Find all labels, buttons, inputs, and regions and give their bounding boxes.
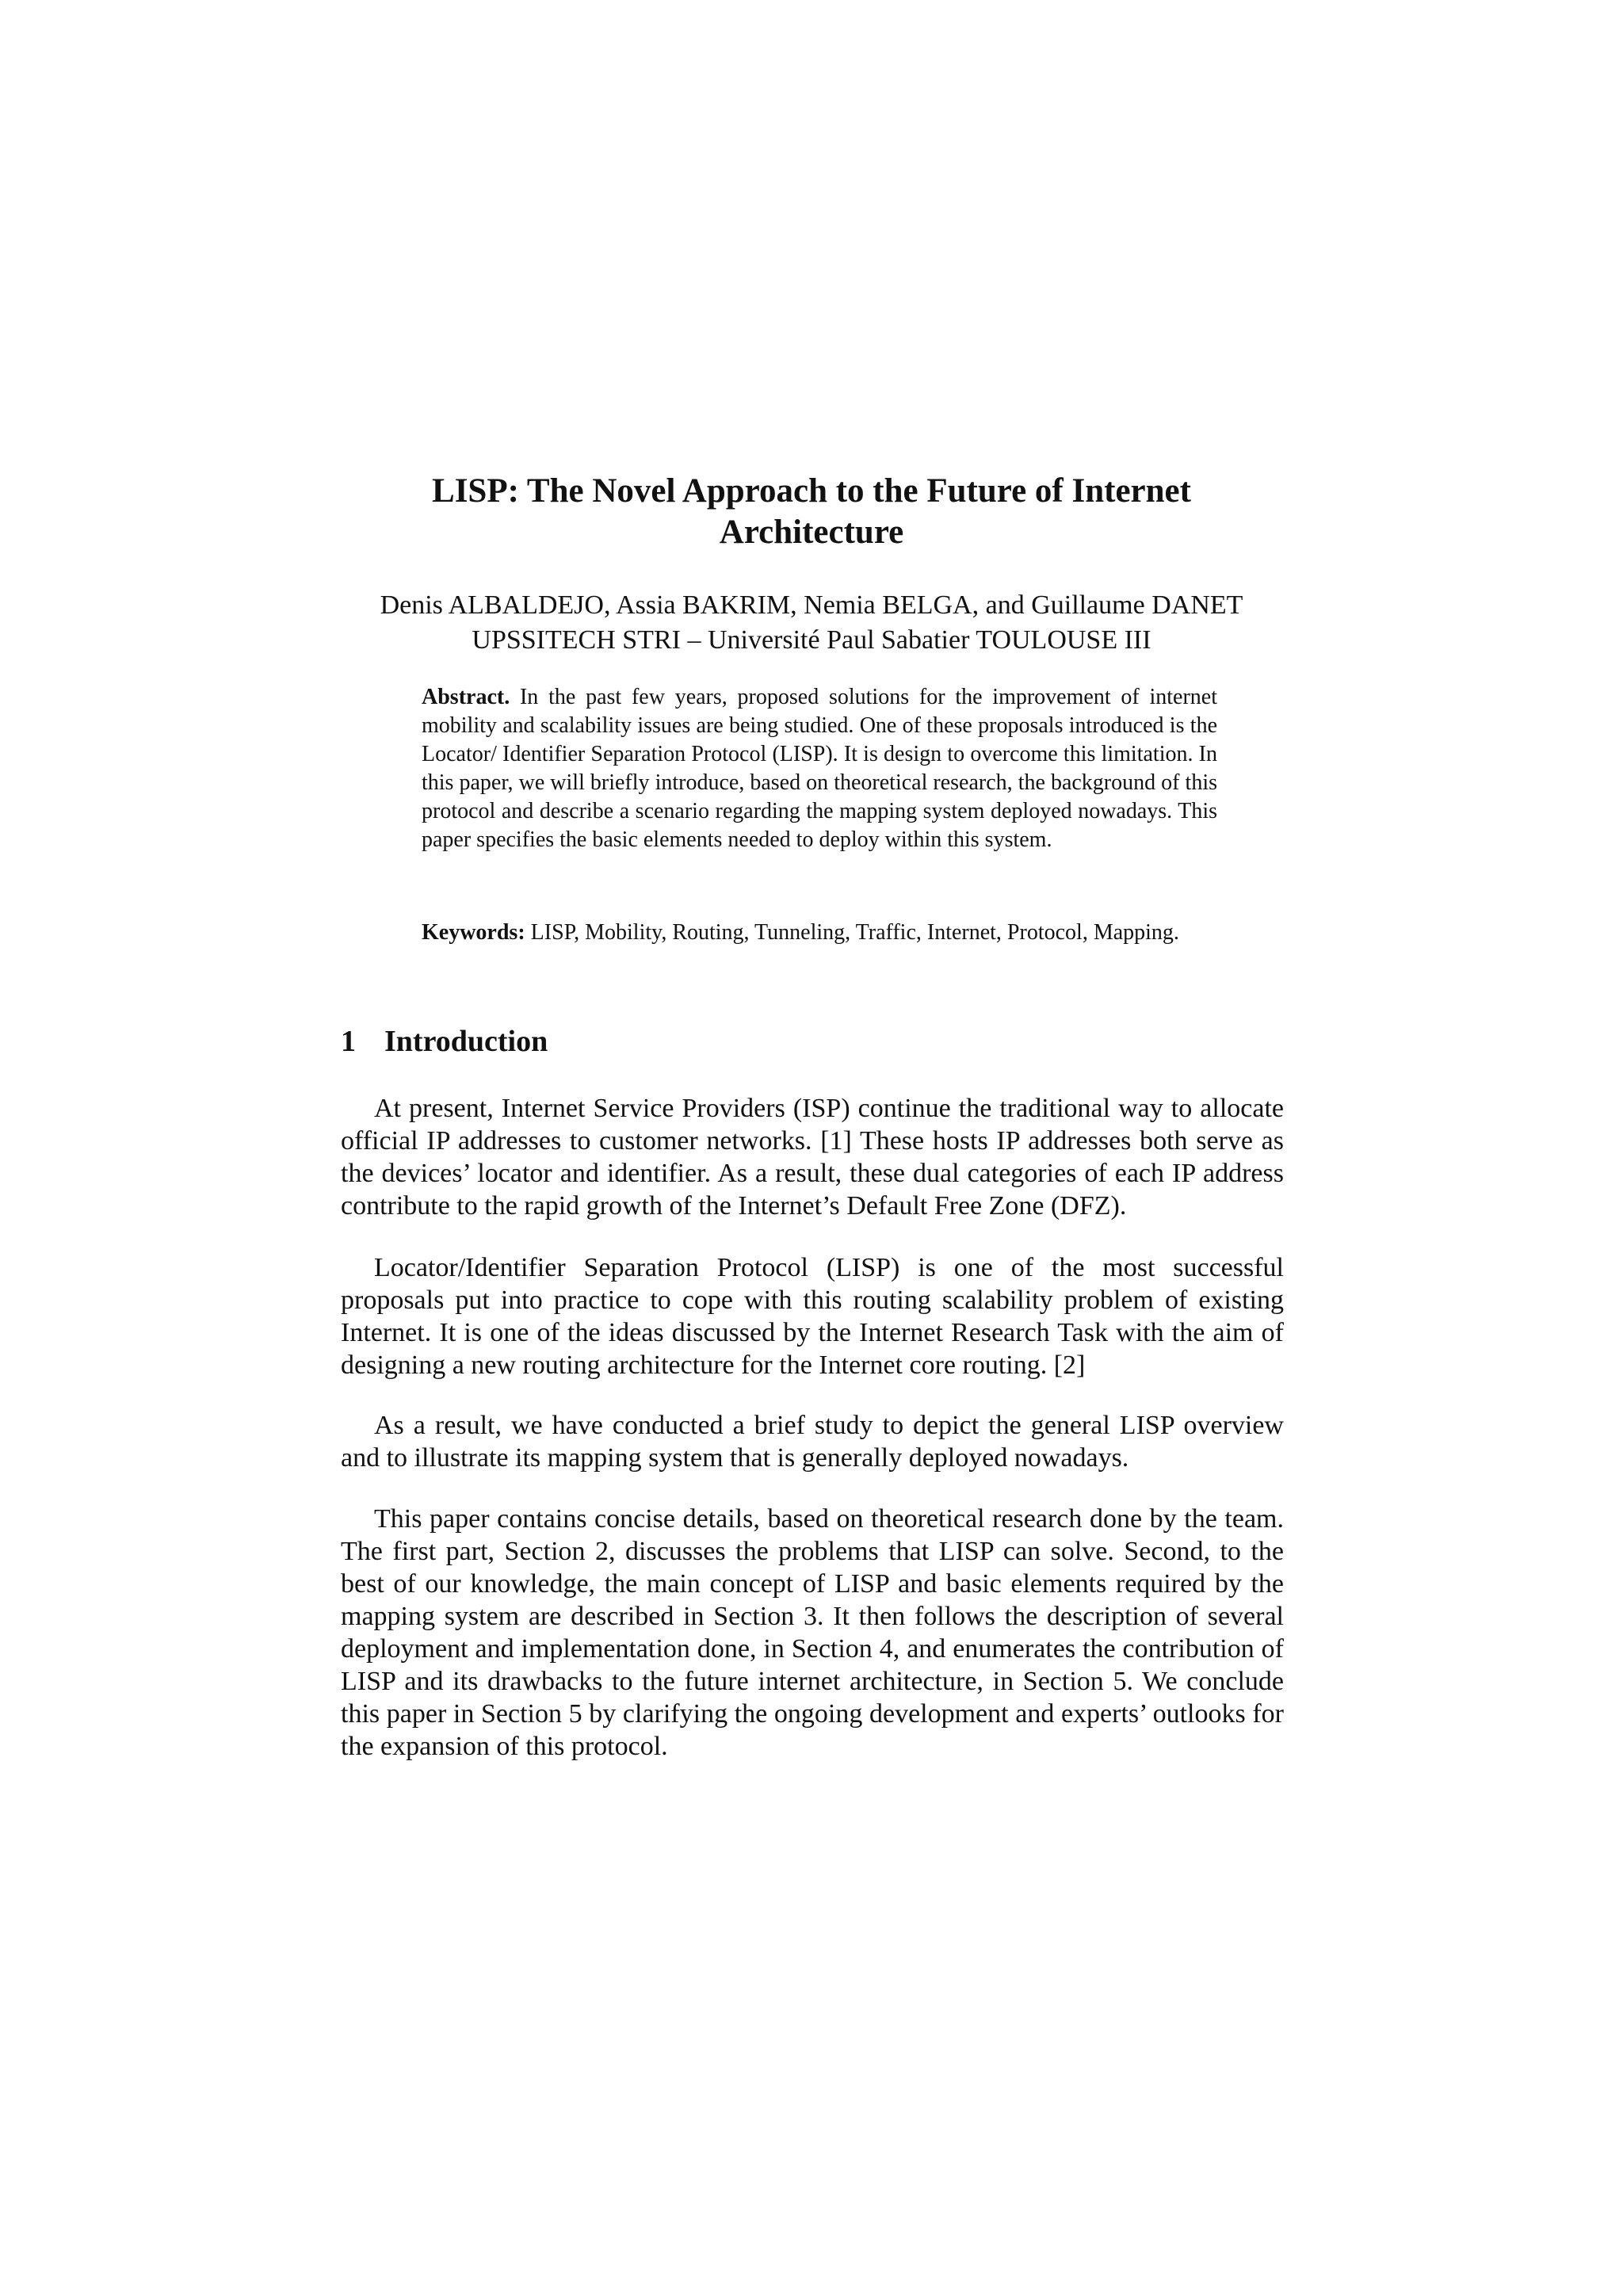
author-list: Denis ALBALDEJO, Assia BAKRIM, Nemia BELGA, and Guillaume DANET (380, 590, 1243, 620)
intro-paragraph-4: This paper contains concise details, based on theoretical research done by the team. The first part, Section 2, discusses the problems that LISP can solve. Second, to the best of our knowledge, the main concept of LISP and basic elements required by the mapping system are described in Section 3. It then follows the description of several deployment and implementation done, in Section 4, and enumerates the contribution of LISP and its drawbacks to the future internet architecture, in Section 5. We conclude this paper in Section 5 by clarifying the ongoing development and experts’ outlooks for the expansion of this protocol. (341, 1504, 1284, 1761)
paper-title: LISP: The Novel Approach to the Future of Internet Architecture (432, 472, 1191, 551)
abstract-label: Abstract. (422, 685, 510, 709)
section-title: Introduction (384, 1025, 548, 1058)
intro-paragraph-2: Locator/Identifier Separation Protocol (LISP) is one of the most successful proposals put into practice to cope with this routing scalability problem of existing Internet. It is one of the ideas discussed by the Internet Research Task with the aim of designing a new routing architecture for the Internet core routing. [2] (341, 1253, 1284, 1380)
abstract (422, 683, 1217, 854)
keywords-label: Keywords: (422, 920, 525, 945)
abstract-text: In the past few years, proposed solutions for the improvement of internet mobility and scalability issues are being studied. One of these proposals introduced is the Locator/ Identifier Separation Protocol (LISP). It is design to overcome this limitation. In this paper, we will briefly introduce, based on theoretical research, the background of this protocol and describe a scenario regarding the mapping system deployed nowadays. This paper specifies the basic elements needed to deploy within this system. (422, 685, 1217, 852)
intro-paragraph-1: At present, Internet Service Providers (ISP) continue the traditional way to allocate official IP addresses to customer networks. [1] These hosts IP addresses both serve as the devices’ locator and identifier. As a result, these dual categories of each IP address contribute to the rapid growth of the Internet’s Default Free Zone (DFZ). (341, 1094, 1284, 1221)
keywords (422, 919, 1217, 947)
author-block (341, 588, 1282, 658)
section-heading-introduction (341, 1022, 548, 1060)
section-number: 1 (341, 1025, 356, 1058)
keywords-text: LISP, Mobility, Routing, Tunneling, Traffic, Internet, Protocol, Mapping. (530, 920, 1179, 945)
affiliation: UPSSITECH STRI – Université Paul Sabatier TOULOUSE III (472, 625, 1151, 655)
intro-paragraph-3: As a result, we have conducted a brief study to depict the general LISP overview and to illustrate its mapping system that is generally deployed nowadays. (341, 1411, 1284, 1473)
